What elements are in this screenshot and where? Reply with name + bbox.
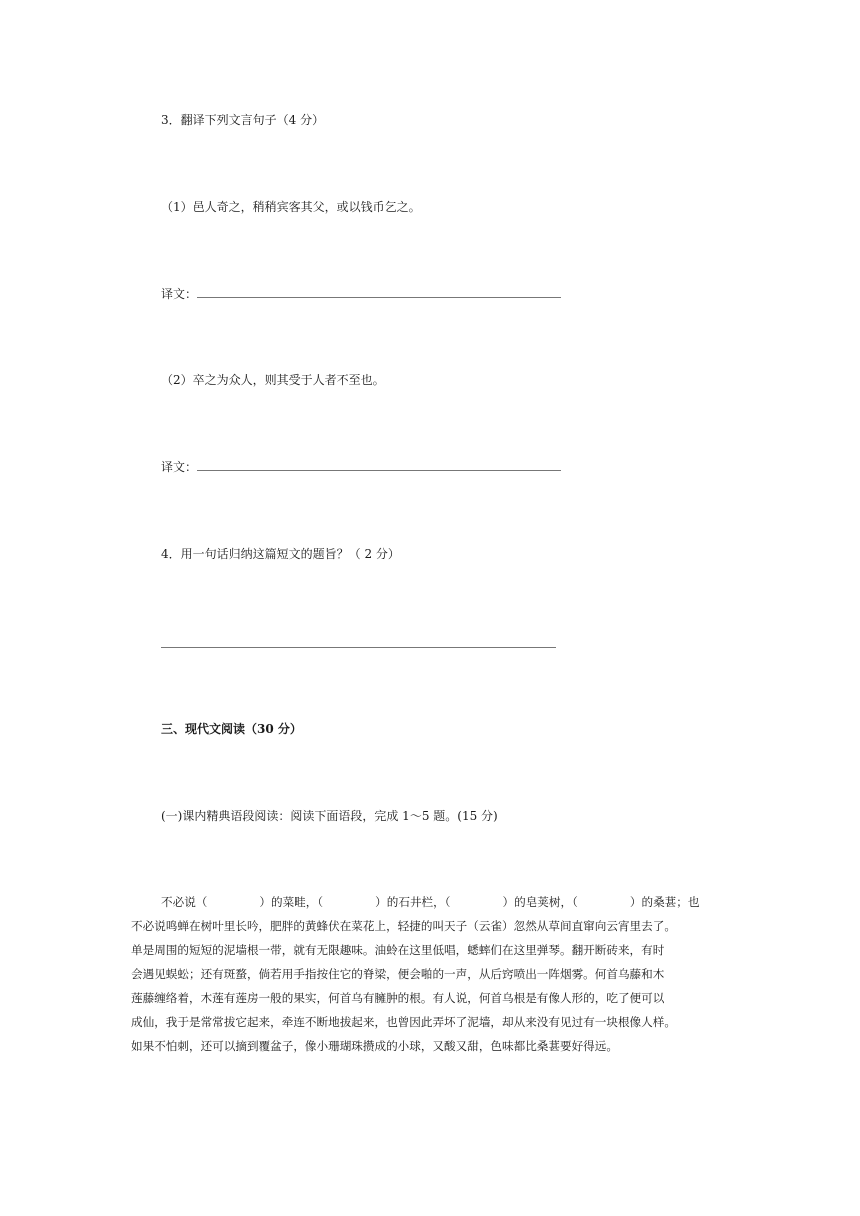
translation-label: 译文： [161, 287, 198, 301]
passage-line: 会遇见蜈蚣；还有斑蝥，倘若用手指按住它的脊梁，便会啪的一声，从后窍喷出一阵烟雾。何首乌藤和木 [131, 967, 665, 981]
question-3-sentence-1: （1）邑人奇之，稍稍宾客其父，或以钱币乞之。 [161, 200, 421, 214]
section-3-sub-heading: (一)课内精典语段阅读：阅读下面语段，完成 1～5 题。(15 分) [161, 809, 498, 823]
question-3-sentence-2: （2）卒之为众人，则其受于人者不至也。 [161, 373, 385, 387]
passage-line: 不必说鸣蝉在树叶里长吟，肥胖的黄蜂伏在菜花上，轻捷的叫天子（云雀）忽然从草间直窜向云宵里去了。 [131, 919, 676, 933]
passage-text: ）的石井栏，（ [375, 895, 451, 909]
translation-1-answer-line[interactable] [197, 286, 561, 298]
passage-text: ）的桑葚；也 [629, 895, 700, 909]
section-3-heading: 三、现代文阅读（30 分） [161, 722, 302, 736]
passage-line: 成仙，我于是常常拔它起来，牵连不断地拔起来，也曾因此弄坏了泥墙，却从来没有见过有一块根像人样。 [131, 1015, 676, 1029]
passage-text: 不必说（ [161, 895, 208, 909]
passage-line: 单是周围的短短的泥墙根一带，就有无限趣味。油蛉在这里低唱，蟋蟀们在这里弹琴。翻开断砖来，有时 [131, 943, 665, 957]
translation-1-row [161, 286, 561, 302]
translation-2-row [161, 459, 561, 475]
question-4-title: 4．用一句话归纳这篇短文的题旨？（ 2 分） [161, 547, 400, 561]
translation-2-answer-line[interactable] [197, 459, 561, 471]
translation-label: 译文： [161, 460, 198, 474]
passage-text: ）的皂荚树，（ [502, 895, 578, 909]
passage-line [161, 894, 699, 910]
passage-line: 如果不怕刺，还可以摘到覆盆子，像小珊瑚珠攒成的小球，又酸又甜，色味都比桑葚要好得远。 [131, 1039, 618, 1053]
question-4-answer-line[interactable] [161, 647, 556, 648]
passage-text: ）的菜畦，（ [259, 895, 324, 909]
passage-line: 莲藤缠络着，木莲有莲房一般的果实，何首乌有臃肿的根。有人说，何首乌根是有像人形的，吃了便可以 [131, 991, 665, 1005]
question-3-title: 3．翻译下列文言句子（4 分） [161, 113, 325, 127]
